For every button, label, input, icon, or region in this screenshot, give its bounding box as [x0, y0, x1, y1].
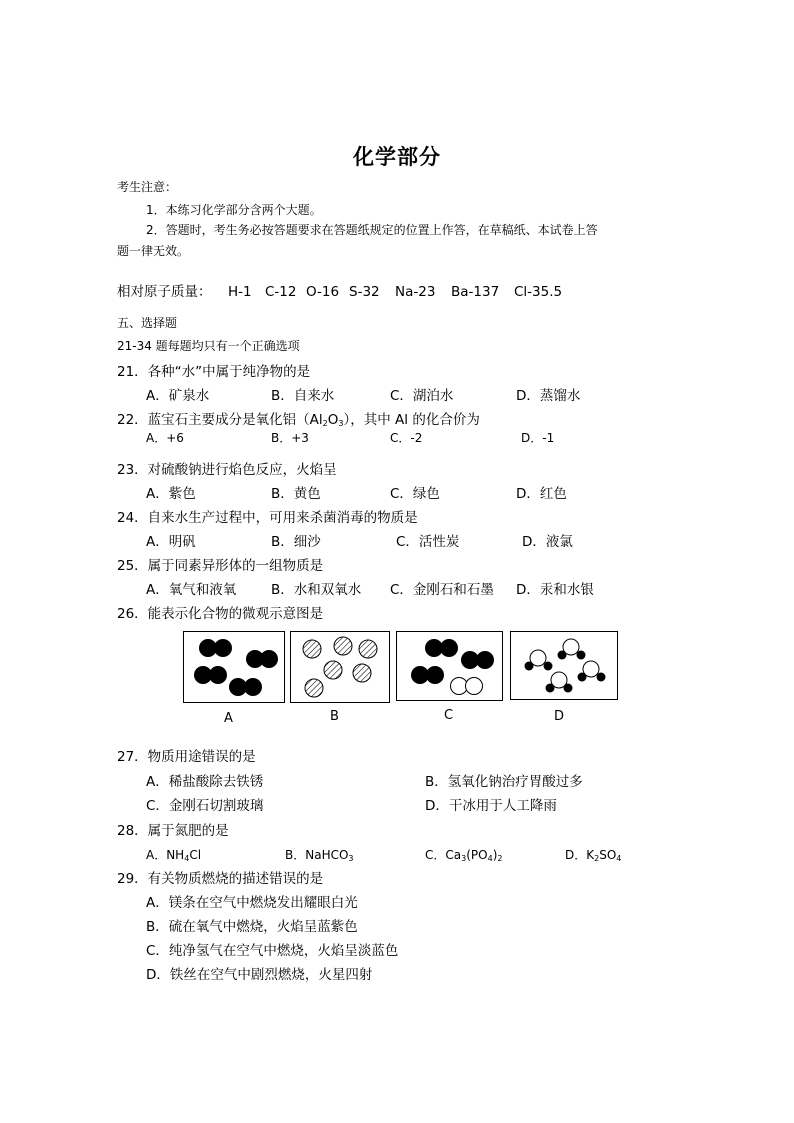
atomic-mass-label: 相对原子质量： — [117, 284, 212, 300]
q24-option-b[interactable]: B．细沙 — [271, 534, 321, 550]
q29-option-c[interactable]: C．纯净氢气在空气中燃烧，火焰呈淡蓝色 — [146, 943, 399, 959]
question-22-stem: 22．蓝宝石主要成分是氧化铝$(Al_2O_3)$，其中 Al 的化合价为 — [117, 412, 480, 428]
question-23-stem: 23．对硫酸钠进行焰色反应，火焰呈 — [117, 462, 337, 478]
atomic-mass-cl: Cl-35.5 — [514, 284, 563, 300]
diagram-label-d: D — [554, 709, 565, 724]
notice-item-1: 1．本练习化学部分含两个大题。 — [146, 203, 322, 217]
diagram-b[interactable] — [290, 631, 390, 703]
q23-option-d[interactable]: D．红色 — [516, 486, 567, 502]
q28-option-b[interactable]: B．NaHCO$_3$ — [285, 848, 354, 863]
q21-option-d[interactable]: D．蒸馏水 — [516, 388, 581, 404]
notice-item-2-cont: 题一律无效。 — [117, 244, 190, 258]
diagram-c[interactable] — [396, 631, 503, 701]
q25-option-a[interactable]: A．氧气和液氧 — [146, 582, 237, 598]
diagram-d[interactable] — [510, 631, 618, 700]
diagram-label-b: B — [330, 709, 339, 724]
page-title: 化学部分 — [353, 145, 441, 169]
question-24-stem: 24．自来水生产过程中，可用来杀菌消毒的物质是 — [117, 510, 418, 526]
atomic-mass-ba: Ba-137 — [451, 284, 500, 300]
q28-option-d[interactable]: D．$K_2SO_4$ — [565, 848, 622, 863]
q21-option-b[interactable]: B．自来水 — [271, 388, 335, 404]
q28-option-c[interactable]: C．$Ca_3(PO_4)_2$ — [425, 848, 503, 863]
q22-option-b[interactable]: B．+3 — [271, 431, 309, 445]
atomic-mass-o: O-16 — [306, 284, 340, 300]
atomic-mass-na: Na-23 — [395, 284, 436, 300]
q22-option-d[interactable]: D．-1 — [521, 431, 555, 445]
question-28-stem: 28．属于氮肥的是 — [117, 823, 229, 839]
q22-option-c[interactable]: C．-2 — [390, 431, 423, 445]
q27-option-c[interactable]: C．金刚石切割玻璃 — [146, 798, 264, 814]
q24-option-d[interactable]: D．液氯 — [522, 534, 573, 550]
notice-item-2: 2．答题时，考生务必按答题要求在答题纸规定的位置上作答，在草稿纸、本试卷上答 — [146, 223, 598, 237]
q25-option-b[interactable]: B．水和双氧水 — [271, 582, 362, 598]
diagram-a-molecules — [184, 632, 286, 704]
diagram-a[interactable] — [183, 631, 285, 703]
diagram-c-molecules — [397, 632, 504, 702]
q23-option-a[interactable]: A．紫色 — [146, 486, 196, 502]
question-25-stem: 25．属于同素异形体的一组物质是 — [117, 558, 324, 574]
atomic-mass-h: H-1 — [228, 284, 252, 300]
diagram-d-molecules — [511, 632, 619, 701]
atomic-mass-c: C-12 — [265, 284, 297, 300]
section-title: 五、选择题 — [117, 316, 178, 330]
diagram-label-a: A — [224, 711, 233, 726]
diagram-b-molecules — [291, 632, 391, 704]
q29-option-d[interactable]: D．铁丝在空气中剧烈燃烧，火星四射 — [146, 967, 373, 983]
q25-option-c[interactable]: C．金刚石和石墨 — [390, 582, 494, 598]
q29-option-b[interactable]: B．硫在氧气中燃烧，火焰呈蓝紫色 — [146, 919, 358, 935]
question-26-stem: 26．能表示化合物的微观示意图是 — [117, 606, 324, 622]
q27-option-a[interactable]: A．稀盐酸除去铁锈 — [146, 774, 264, 790]
question-21-stem: 21．各种“水”中属于纯净物的是 — [117, 364, 311, 380]
q29-option-a[interactable]: A．镁条在空气中燃烧发出耀眼白光 — [146, 895, 358, 911]
q21-option-a[interactable]: A．矿泉水 — [146, 388, 210, 404]
q23-option-b[interactable]: B．黄色 — [271, 486, 321, 502]
q27-option-d[interactable]: D．干冰用于人工降雨 — [425, 798, 557, 814]
q23-option-c[interactable]: C．绿色 — [390, 486, 440, 502]
q25-option-d[interactable]: D．汞和水银 — [516, 582, 594, 598]
q21-option-c[interactable]: C．湖泊水 — [390, 388, 454, 404]
q24-option-a[interactable]: A．明矾 — [146, 534, 196, 550]
q28-option-a[interactable]: A．$NH_4Cl$ — [146, 848, 202, 863]
q22-option-a[interactable]: A．+6 — [146, 431, 184, 445]
q24-option-c[interactable]: C．活性炭 — [396, 534, 460, 550]
diagram-label-c: C — [444, 708, 454, 723]
question-27-stem: 27．物质用途错误的是 — [117, 749, 256, 765]
atomic-mass-s: S-32 — [349, 284, 380, 300]
question-29-stem: 29．有关物质燃烧的描述错误的是 — [117, 871, 324, 887]
q27-option-b[interactable]: B．氢氧化钠治疗胃酸过多 — [425, 774, 583, 790]
section-instruction: 21-34 题每题均只有一个正确选项 — [117, 339, 300, 353]
notice-heading: 考生注意： — [117, 180, 178, 194]
